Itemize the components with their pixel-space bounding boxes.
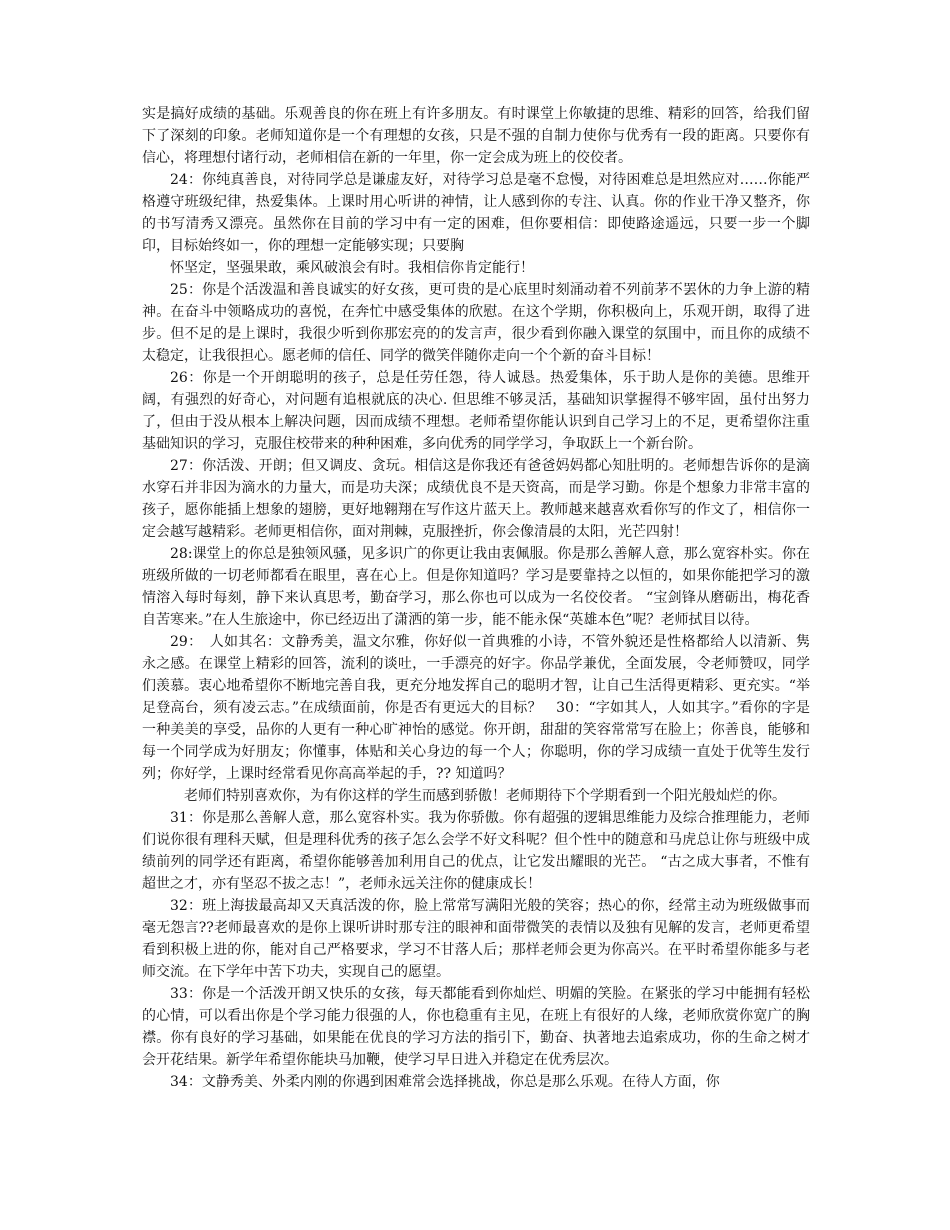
paragraph-intro: 实是搞好成绩的基础。乐观善良的你在班上有许多朋友。有时课堂上你敏捷的思维、精彩的回答，给我们留下了深刻的印象。老师知道你是一个有理想的女孩，只是不强的自制力使你与优秀有一段的距离。只要你有信心，将理想付诸行动，老师相信在新的一年里，你一定会成为班上的佼佼者。 <box>142 106 810 166</box>
paragraph-comment-33: 33：你是一个活泼开朗又快乐的女孩，每天都能看到你灿烂、明媚的笑脸。在紧张的学习中能拥有轻松的心情，可以看出你是个学习能力很强的人，你也稳重有主见，在班上有很好的人缘，老师欣赏你宽广的胸襟。你有良好的学习基础，如果能在优良的学习方法的指引下，勤奋、执著地去追索成功，你的生命之树才会开花结果。新学年希望你能块马加鞭，使学习早日进入并稳定在优秀层次。 <box>142 986 810 1068</box>
paragraph-comment-24: 24：你纯真善良，对待同学总是谦虚友好，对待学习总是毫不怠慢，对待困难总是坦然应对……你能严格遵守班级纪律，热爱集体。上课时用心听讲的神情，让人感到你的专注、认真。你的作业干净又整齐，你的书写清秀又漂亮。虽然你在目前的学习中有一定的困难，但你要相信：即使路途遥远，只要一步一个脚印，目标始终如一，你的理想一定能够实现；只要胸 <box>142 172 810 254</box>
paragraph-comment-30-continued: 老师们特别喜欢你，为有你这样的学生而感到骄傲！老师期待下个学期看到一个阳光般灿烂的你。 <box>170 788 786 804</box>
paragraph-comment-28: 28:课堂上的你总是独领风骚，见多识广的你更让我由衷佩服。你是那么善解人意，那么宽容朴实。你在班级所做的一切老师都看在眼里，喜在心上。但是你知道吗？学习是要靠持之以恒的，如果你能把学习的激情溶入每时每刻，静下来认真思考，勤奋学习，那么你也可以成为一名佼佼者。 “宝剑锋从磨砺出，梅花香自苦寒来。”在人生旅途中，你已经迈出了潇洒的第一步，能不能永保“英雄本色”呢？老师拭目以待。 <box>142 546 810 628</box>
paragraph-comment-31: 31：你是那么善解人意，那么宽容朴实。我为你骄傲。你有超强的逻辑思维能力及综合推理能力，老师们说你很有理科天赋，但是理科优秀的孩子怎么会学不好文科呢？但个性中的随意和马虎总让你与班级中成绩前列的同学还有距离，希望你能够善加利用自己的优点，让它发出耀眼的光芒。 “古之成大事者，不惟有超世之才，亦有坚忍不拔之志！”，老师永远关注你的健康成长！ <box>142 810 810 892</box>
paragraph-comment-25: 25：你是个活泼温和善良诚实的好女孩，更可贵的是心底里时刻涌动着不列前茅不罢休的力争上游的精神。在奋斗中领略成功的喜悦，在奔忙中感受集体的欣慰。在这个学期，你积极向上，乐观开朗，取得了进步。但不足的是上课时，我很少听到你那宏亮的的发言声，很少看到你融入课堂的氛围中，而且你的成绩不太稳定，让我很担心。愿老师的信任、同学的微笑伴随你走向一个个新的奋斗目标！ <box>142 282 810 364</box>
paragraph-comment-27: 27：你活泼、开朗；但又调皮、贪玩。相信这是你我还有爸爸妈妈都心知肚明的。老师想告诉你的是滴水穿石并非因为滴水的力量大，而是功夫深；成绩优良不是天资高，而是学习勤。你是个想象力非常丰富的孩子，愿你能插上想象的翅膀，更好地翱翔在写作这片蓝天上。教师越来越喜欢看你写的作文了，相信你一定会越写越精彩。老师更相信你，面对荆棘，克服挫折，你会像清晨的太阳，光芒四射！ <box>142 458 810 540</box>
paragraph-comment-24-continued: 怀坚定，坚强果敢，乘风破浪会有时。我相信你肯定能行！ <box>170 260 534 276</box>
paragraph-comment-32: 32：班上海拔最高却又天真活泼的你，脸上常常写满阳光般的笑容；热心的你，经常主动为班级做事而毫无怨言??老师最喜欢的是你上课听讲时那专注的眼神和面带微笑的表情以及独有见解的发言，老师更希望看到积极上进的你，能对自己严格要求，学习不甘落人后；那样老师会更为你高兴。在平时希望你能多与老师交流。在下学年中苦下功夫，实现自己的愿望。 <box>142 898 810 980</box>
document-page <box>142 103 810 1093</box>
paragraph-comment-29-30: 29： 人如其名：文静秀美，温文尔雅，你好似一首典雅的小诗，不管外貌还是性格都给人以清新、隽永之感。在课堂上精彩的回答，流利的谈吐，一手漂亮的好字。你品学兼优，全面发展，令老师赞叹，同学们羡慕。衷心地希望你不断地完善自我，更充分地发挥自己的聪明才智，让自己生活得更精彩、更充实。“举足登高台，须有凌云志。”在成绩面前，你是否有更远大的目标？ 30：“字如其人，人如其字。”看你的字是一种美美的享受，品你的人更有一种心旷神怡的感觉。你开朗，甜甜的笑容常常写在脸上；你善良，能够和每一个同学成为好朋友；你懂事，体贴和关心身边的每一个人；你聪明，你的学习成绩一直处于优等生发行列；你好学，上课时经常看见你高高举起的手，?? 知道吗？ <box>142 634 810 782</box>
paragraph-comment-26: 26：你是一个开朗聪明的孩子，总是任劳任怨，待人诚恳。热爱集体，乐于助人是你的美德。思维开阔，有强烈的好奇心，对问题有追根就底的决心. 但思维不够灵活，基础知识掌握得不够牢固，虽付出努力了，但由于没从根本上解决问题，因而成绩不理想。老师希望你能认识到自己学习上的不足，更希望你注重基础知识的学习，克服住校带来的种种困难，多向优秀的同学学习，争取跃上一个新台阶。 <box>142 370 810 452</box>
paragraph-comment-34: 34：文静秀美、外柔内刚的你遇到困难常会选择挑战，你总是那么乐观。在待人方面，你 <box>170 1074 720 1090</box>
